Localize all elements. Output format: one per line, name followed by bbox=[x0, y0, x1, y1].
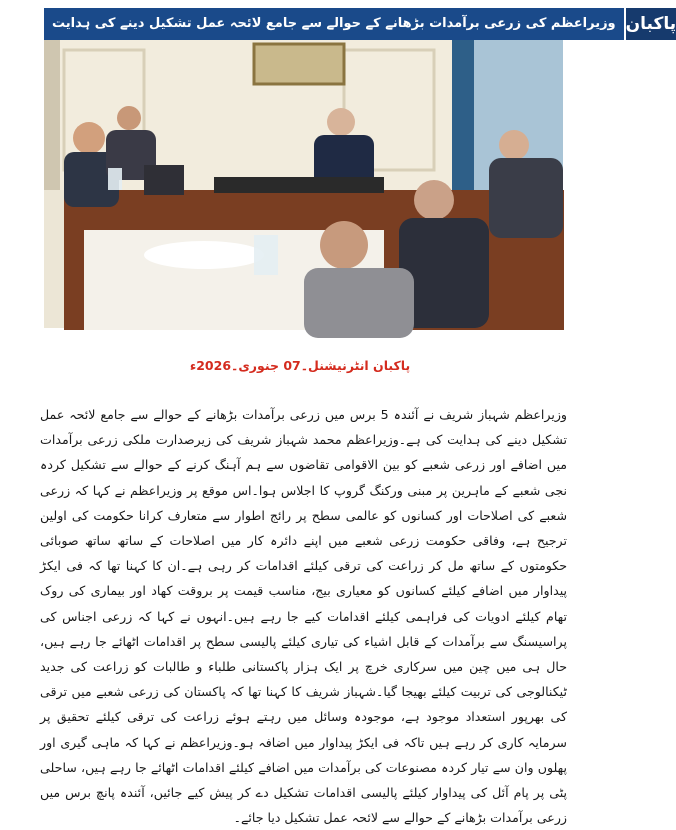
meeting-photo bbox=[44, 40, 563, 328]
headline-banner bbox=[44, 8, 676, 40]
headline-text: وزیراعظم کی زرعی برآمدات بڑھانے کے حوالے سے جامع لائحہ عمل تشکیل دینے کی ہدایت bbox=[44, 8, 624, 40]
dateline: پاکبان انٹرنیشنل۔07 جنوری۔2026ء bbox=[189, 358, 411, 373]
article-body: وزیراعظم شہباز شریف نے آئندہ 5 برس میں زرعی برآمدات بڑھانے کے حوالے سے جامع لائحہ عمل تشکیل دینے کی ہدایت کی ہے۔وزیراعظم محمد شہباز شریف کی زیرصدارت ملکی زرعی برآمدات میں اضافے اور زرعی شعبے کو بین الاقوامی تقاضوں سے ہم آہنگ کرنے کے حوالے سے تشکیل کردہ نجی شعبے کے ماہرین پر مبنی ورکنگ گروپ کا اجلاس ہوا۔اس موقع پر وزیراعظم نے کہا کہ زرعی شعبے کی اصلاحات اور کسانوں کو عالمی سطح پر رائج اطوار سے متعارف کرانا حکومت کی اولین ترجیح ہے، وفاقی حکومت زرعی شعبے میں اپنے دائرہ کار میں اصلاحات کے ساتھ ساتھ صوبائی حکومتوں کے ساتھ مل کر زراعت کی ترقی کیلئے اقدامات کر رہی ہے۔ان کا کہنا تھا کہ فی ایکڑ پیداوار میں اضافے کیلئے کسانوں کو معیاری بیج، مناسب قیمت پر بروقت کھاد اور بیماری کی روک تھام کیلئے ادویات کی فراہمی کیلئے اقدامات کیے جا رہے ہیں۔انہوں نے کہا کہ زرعی اجناس کی پراسیسنگ سے برآمدات کے قابل اشیاء کی تیاری کیلئے پالیسی سطح پر اقدامات اٹھائے جا رہے ہیں، حال ہی میں چین میں سرکاری خرچ پر ایک ہزار پاکستانی طلباء و طالبات کو زراعت کی جدید ٹیکنالوجی کی تربیت کیلئے بھیجا گیا۔شہباز شریف کا کہنا تھا کہ پاکستان کی زرعی شعبے میں ترقی کی بھرپور استعداد موجود ہے، موجودہ وسائل میں رہتے ہوئے زراعت کی ترقی کیلئے تحقیق پر سرمایہ کاری کر رہے ہیں تاکہ فی ایکڑ پیداوار میں اضافہ ہو۔وزیراعظم نے کہا کہ ماہی گیری اور پھلوں وان سے تیار کردہ مصنوعات کی برآمدات میں اضافے کیلئے اقدامات اٹھائے جا رہے ہیں، ساحلی پٹی پر پام آئل کی پیداوار کیلئے پالیسی اقدامات تشکیل دے کر پیش کیے جائیں، آئندہ پانچ برس میں زرعی برآمدات بڑھانے کے حوالے سے لائحہ عمل تشکیل دیا جائے۔ bbox=[40, 407, 568, 826]
brand-logo: پاکبان bbox=[624, 8, 676, 40]
